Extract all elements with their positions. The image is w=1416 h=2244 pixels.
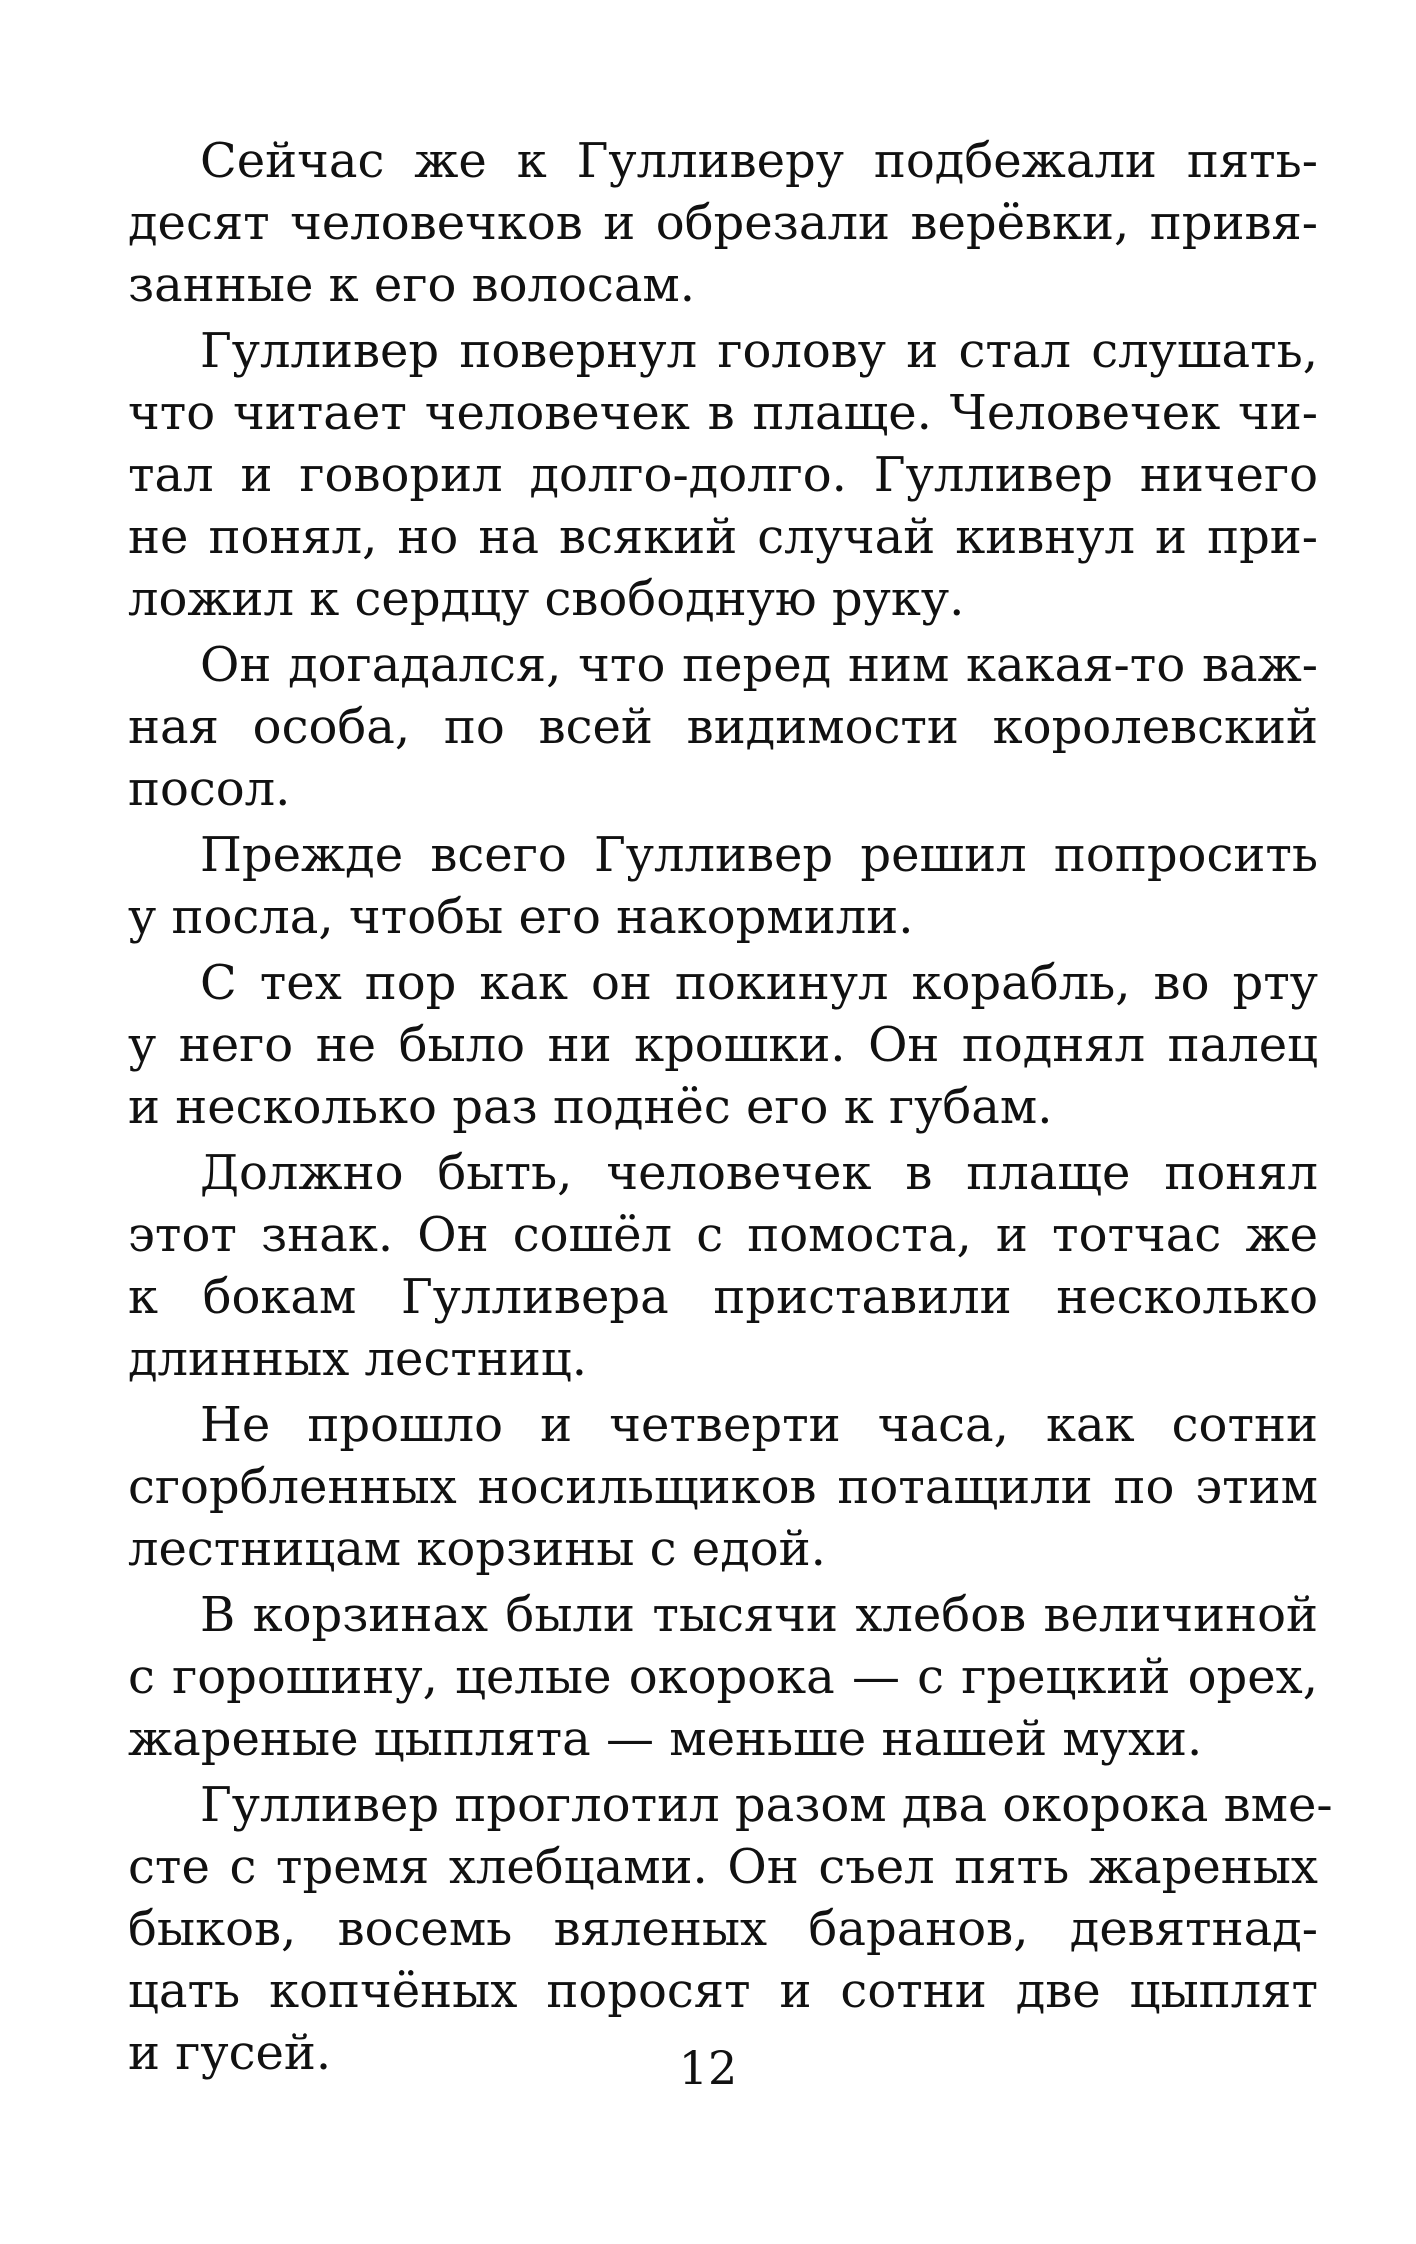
paragraph-2: [128, 320, 1318, 630]
text-line: к бокам Гулливера приставили несколько: [128, 1269, 1318, 1325]
text-line: Гулливер проглотил разом два окорока вме-: [200, 1777, 1333, 1833]
text-line: В корзинах были тысячи хлебов величиной: [200, 1587, 1318, 1643]
text-line: жареные цыплята — меньше нашей мухи.: [128, 1711, 1203, 1767]
text-line: с горошину, целые окорока — с грецкий орех,: [128, 1649, 1318, 1705]
text-line: быков, восемь вяленых баранов, девятнад-: [128, 1901, 1318, 1957]
text-line: тал и говорил долго-долго. Гулливер ничего: [128, 447, 1318, 503]
page-number: 12: [678, 2041, 738, 2095]
text-line: Сейчас же к Гулливеру подбежали пять-: [200, 133, 1318, 189]
paragraph-4: [128, 824, 1318, 948]
text-line: Не прошло и четверти часа, как сотни: [200, 1397, 1318, 1453]
text-line: цать копчёных поросят и сотни две цыплят: [128, 1963, 1318, 2019]
paragraph-8: [128, 1584, 1318, 1770]
text-line: Гулливер повернул голову и стал слушать,: [200, 323, 1318, 379]
text-line: ная особа, по всей видимости королевский: [128, 699, 1318, 755]
text-line: десят человечков и обрезали верёвки, привя-: [128, 195, 1318, 251]
paragraph-1: [128, 130, 1318, 316]
text-line: длинных лестниц.: [128, 1331, 587, 1387]
text-line: и несколько раз поднёс его к губам.: [128, 1079, 1053, 1135]
text-line: С тех пор как он покинул корабль, во рту: [200, 955, 1318, 1011]
paragraph-3: [128, 634, 1318, 820]
paragraph-9: [128, 1774, 1333, 2084]
paragraph-5: [128, 952, 1318, 1138]
text-line: Он догадался, что перед ним какая-то важ-: [200, 637, 1318, 693]
text-line: Прежде всего Гулливер решил попросить: [200, 827, 1318, 883]
text-line: посол.: [128, 761, 291, 817]
text-line: сте с тремя хлебцами. Он съел пять жареных: [128, 1839, 1318, 1895]
text-line: не понял, но на всякий случай кивнул и при-: [128, 509, 1318, 565]
paragraph-7: [128, 1394, 1318, 1580]
text-line: Должно быть, человечек в плаще понял: [200, 1145, 1318, 1201]
text-line: что читает человечек в плаще. Человечек чи-: [128, 385, 1318, 441]
text-line: и гусей.: [128, 2025, 332, 2081]
text-line: лестницам корзины с едой.: [128, 1521, 826, 1577]
paragraph-6: [128, 1142, 1318, 1390]
text-line: ложил к сердцу свободную руку.: [128, 571, 965, 627]
text-line: у него не было ни крошки. Он поднял палец: [128, 1017, 1318, 1073]
text-line: занные к его волосам.: [128, 257, 696, 313]
text-line: сгорбленных носильщиков потащили по этим: [128, 1459, 1318, 1515]
text-line: этот знак. Он сошёл с помоста, и тотчас же: [128, 1207, 1318, 1263]
page-text: [128, 130, 1333, 2088]
text-line: у посла, чтобы его накормили.: [128, 889, 914, 945]
